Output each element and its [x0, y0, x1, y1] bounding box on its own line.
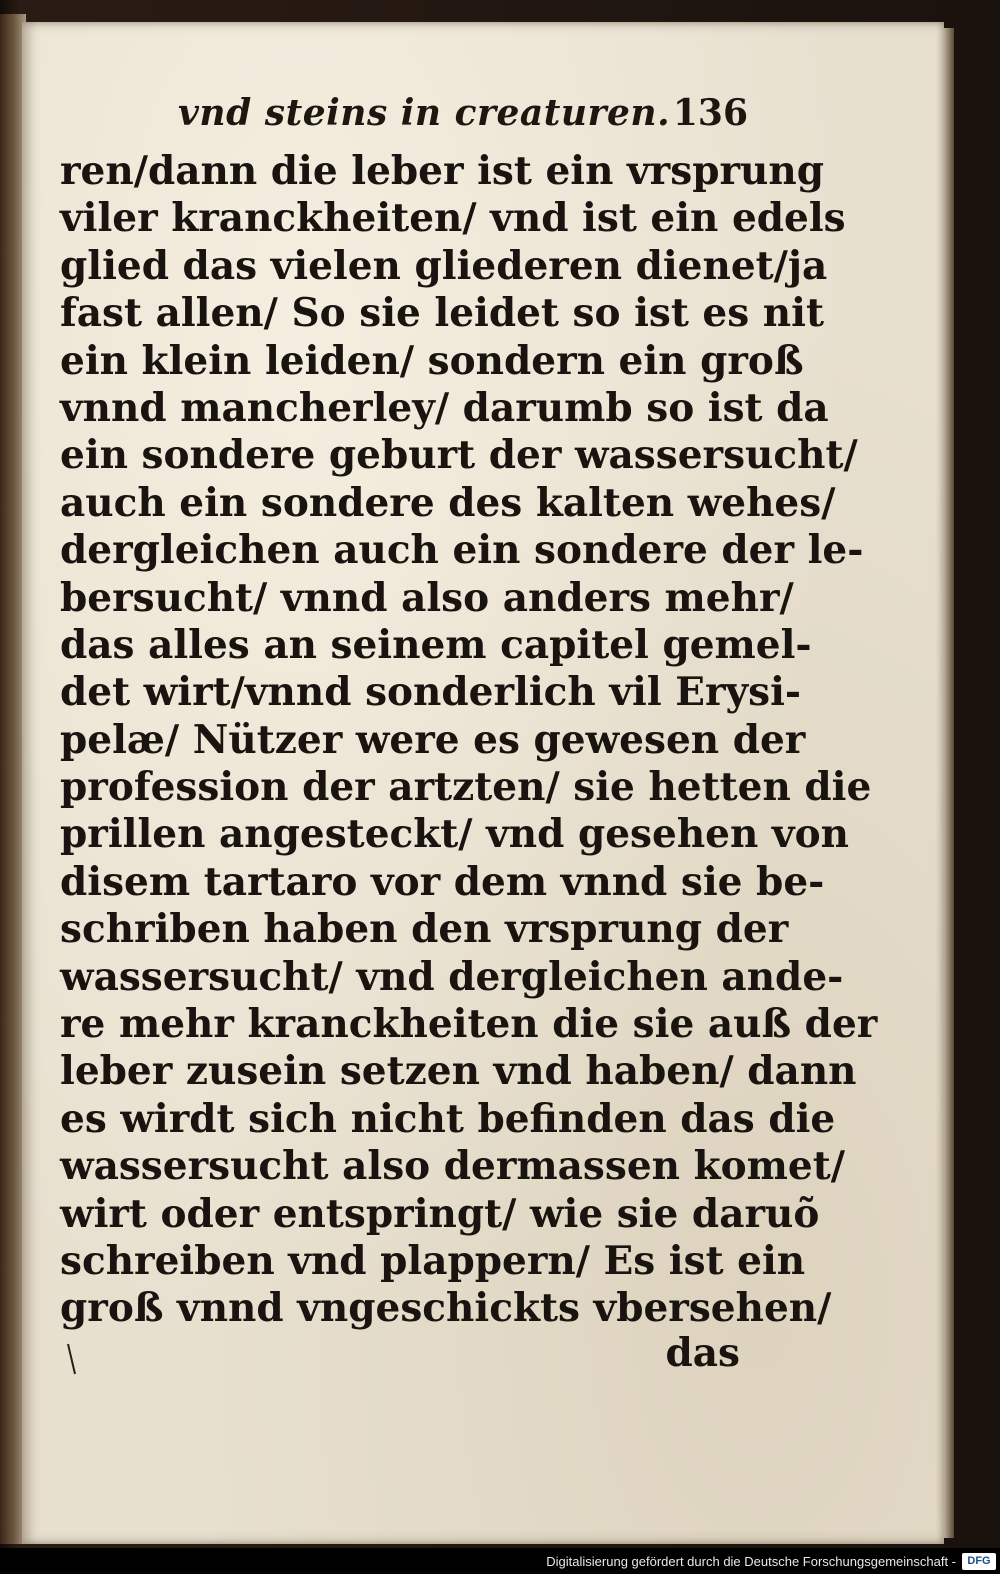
text-line: glied das vielen gliederen dienet/ja	[60, 242, 828, 289]
catchword: das	[665, 1330, 740, 1376]
text-line: groß vnnd vngeschickts vbersehen/	[60, 1285, 832, 1332]
text-line: ein klein leiden/ sondern ein groß	[60, 337, 804, 384]
body-text	[60, 148, 878, 1333]
text-line: bersucht/ vnnd also anders mehr/	[60, 574, 794, 621]
running-head: vnd steins in creaturen.	[178, 92, 671, 134]
text-line: schreiben vnd plappern/ Es ist ein	[60, 1237, 806, 1284]
text-line: das alles an seinem capitel gemel-	[60, 621, 812, 668]
text-line: wirt oder entspringt/ wie sie daruõ	[60, 1190, 820, 1237]
text-line: det wirt/vnnd sonderlich vil Erysi-	[60, 669, 802, 716]
text-line: leber zusein setzen vnd haben/ dann	[60, 1048, 857, 1095]
text-line: prillen angesteckt/ vnd gesehen von	[60, 811, 849, 858]
ink-mark	[66, 1342, 78, 1376]
text-line: profession der artzten/ sie hetten die	[60, 764, 872, 811]
text-line: pelæ/ Nützer were es gewesen der	[60, 716, 806, 763]
text-line: wassersucht also dermassen komet/	[60, 1143, 845, 1190]
text-line: fast allen/ So sie leidet so ist es nit	[60, 290, 824, 337]
dfg-logo: DFG	[962, 1553, 996, 1570]
funding-credit: Digitalisierung gefördert durch die Deutsche Forschungsgemeinschaft -	[546, 1554, 956, 1569]
page-number: 136	[672, 92, 748, 134]
text-line: dergleichen auch ein sondere der le-	[60, 527, 864, 574]
text-line: ein sondere geburt der wassersucht/	[60, 432, 858, 479]
page-stack-edge	[944, 28, 954, 1538]
text-line: vnnd mancherley/ darumb so ist da	[60, 384, 829, 431]
text-line: viler kranckheiten/ vnd ist ein edels	[60, 195, 846, 242]
text-line: es wirdt sich nicht befinden das die	[60, 1095, 836, 1142]
text-line: disem tartaro vor dem vnnd sie be-	[60, 858, 825, 905]
text-line: wassersucht/ vnd dergleichen ande-	[60, 953, 844, 1000]
text-line: ren/dann die leber ist ein vrsprung	[60, 148, 824, 194]
text-line: schriben haben den vrsprung der	[60, 906, 789, 953]
text-line: auch ein sondere des kalten wehes/	[60, 479, 836, 526]
text-line: re mehr kranckheiten die sie auß der	[60, 1001, 878, 1048]
